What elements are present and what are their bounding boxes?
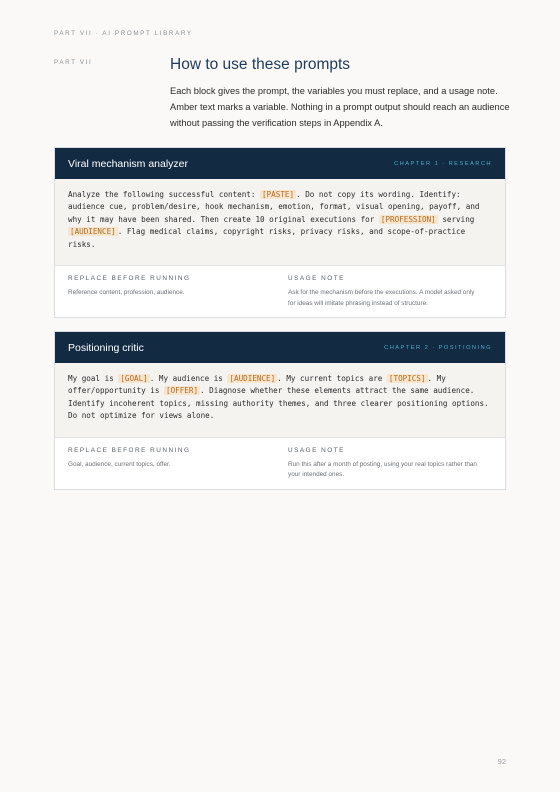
prompt-text	[55, 363, 505, 437]
running-head: PART VII · AI PROMPT LIBRARY	[54, 30, 193, 37]
usage-section	[280, 447, 492, 481]
replace-section	[68, 447, 280, 481]
prompt-segment: serving	[437, 214, 475, 224]
prompt-segment: . Flag medical claims, copyright risks, privacy risks, and scope-of-practice risks.	[68, 227, 466, 249]
variable-token: [AUDIENCE]	[229, 374, 276, 383]
card-meta	[55, 265, 505, 317]
usage-label: USAGE NOTE	[288, 446, 345, 454]
variable-token: [TOPICS]	[388, 374, 426, 383]
prompt-segment: . My audience is	[149, 374, 228, 383]
intro-paragraph: Each block gives the prompt, the variables you must replace, and a usage note. Amber text marks a variable. Nothing in a prompt output should reach an audience without passing the verification steps in Appendix A.	[170, 86, 510, 129]
replace-label: REPLACE BEFORE RUNNING	[68, 275, 191, 283]
prompt-text	[55, 179, 505, 265]
prompt-segment: . Diagnose whether these elements attract the same audience. Identify incoherent topics, missing authority themes, and three clearer positioning options. Do not optimize for views alone.	[68, 386, 489, 421]
prompt-card-positioning-critic	[54, 331, 506, 490]
prompt-segment: . Do not copy its wording. Identify: audience cue, problem/desire, hook mechanism, emotion, format, visual opening, payoff, and why it may have been shared. Then create 10 original executions for	[68, 190, 480, 224]
variable-token: [GOAL]	[120, 374, 148, 383]
usage-text: Ask for the mechanism before the executions. A model asked only for ideas will imitate phrasing instead of structure.	[288, 289, 475, 307]
card-title: Positioning critic	[68, 341, 144, 354]
usage-section	[280, 275, 492, 309]
prompt-segment: . My offer/opportunity is	[68, 374, 446, 396]
chapter-tag: CHAPTER 2 · POSITIONING	[384, 344, 492, 351]
page-title: How to use these prompts	[170, 56, 351, 73]
section-side-label: PART VII	[54, 59, 93, 66]
variable-token: [PASTE]	[262, 190, 295, 199]
prompt-segment: My goal is	[68, 374, 119, 383]
prompt-segment: . My current topics are	[277, 374, 387, 383]
card-title: Viral mechanism analyzer	[68, 157, 189, 170]
replace-label: REPLACE BEFORE RUNNING	[68, 446, 191, 454]
page-number: 92	[497, 757, 506, 766]
usage-text: Run this after a month of posting, using your real topics rather than your intended ones.	[288, 460, 477, 479]
replace-section	[68, 275, 280, 309]
prompt-segment: Analyze the following successful content:	[68, 190, 261, 199]
card-header	[55, 148, 505, 179]
prompt-card-viral-mechanism	[54, 147, 506, 318]
card-meta	[55, 437, 505, 489]
usage-label: USAGE NOTE	[288, 275, 345, 283]
chapter-tag: CHAPTER 1 · RESEARCH	[394, 160, 492, 167]
card-header	[55, 332, 505, 363]
replace-text: Goal, audience, current topics, offer.	[68, 460, 171, 468]
replace-text: Reference content, profession, audience.	[68, 289, 185, 297]
variable-token: [AUDIENCE]	[70, 227, 116, 237]
variable-token: [PROFESSION]	[380, 214, 436, 224]
variable-token: [OFFER]	[166, 386, 199, 396]
